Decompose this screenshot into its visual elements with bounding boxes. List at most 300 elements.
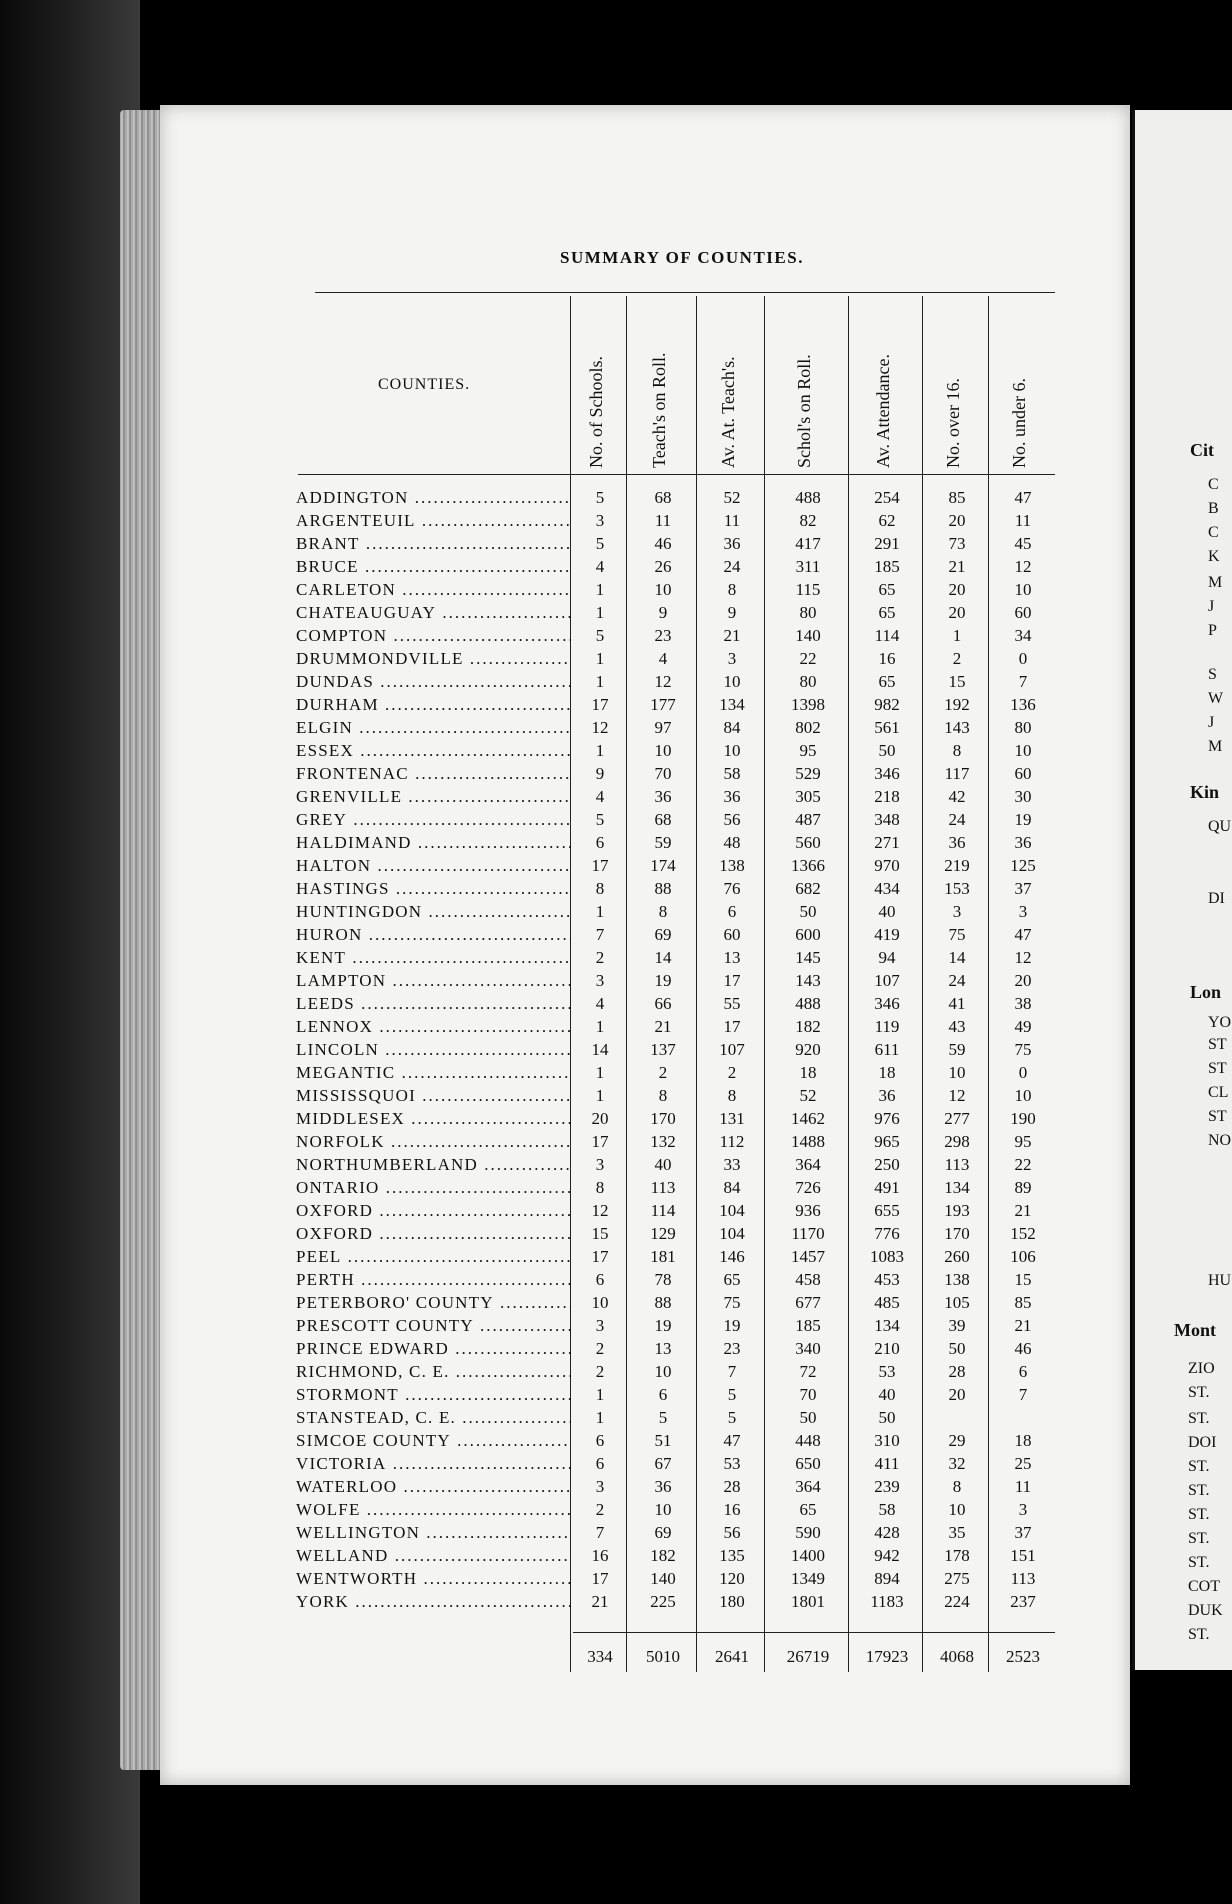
table-cell: 1: [595, 902, 605, 921]
table-cell: 65: [723, 1270, 741, 1289]
facing-page-fragment: ST.: [1188, 1506, 1210, 1523]
table-cell: 982: [874, 695, 900, 714]
table-cell: 135: [719, 1546, 745, 1565]
table-cell: 650: [795, 1454, 821, 1473]
county-name: HALTON .....: [296, 854, 571, 877]
table-cell: 6: [727, 902, 737, 921]
table-cell: 37: [1014, 879, 1032, 898]
table-cell: 170: [944, 1224, 970, 1243]
table-cell: 15: [1014, 1270, 1032, 1289]
table-cell: 561: [874, 718, 900, 737]
table-cell: 6: [595, 833, 605, 852]
table-cell: 10: [654, 741, 672, 760]
table-cell: 17: [723, 971, 741, 990]
table-cell: 2: [595, 948, 605, 967]
table-cell: 20: [948, 580, 966, 599]
table-cell: 17: [591, 856, 609, 875]
table-cell: 529: [795, 764, 821, 783]
table-cell: 3: [952, 902, 962, 921]
county-name: LAMPTON .....: [296, 969, 571, 992]
county-name: ADDINGTON .....: [296, 486, 571, 509]
table-cell: 113: [1010, 1569, 1036, 1588]
county-name: MISSISSQUOI .....: [296, 1084, 571, 1107]
table-cell: 58: [878, 1500, 896, 1519]
table-cell: 185: [874, 557, 900, 576]
table-cell: 802: [795, 718, 821, 737]
county-name: RICHMOND, C. E. .....: [296, 1360, 571, 1383]
table-cell: 34: [1014, 626, 1032, 645]
table-cell: 80: [799, 672, 817, 691]
table-cell: 19: [1014, 810, 1032, 829]
table-cell: 3: [595, 511, 605, 530]
table-cell: 50: [799, 902, 817, 921]
table-cell: 47: [1014, 925, 1032, 944]
table-cell: 193: [944, 1201, 970, 1220]
table-cell: 7: [595, 1523, 605, 1542]
county-name: HURON .....: [296, 923, 571, 946]
table-cell: 311: [795, 557, 821, 576]
county-name: COMPTON .....: [296, 624, 571, 647]
table-cell: 22: [799, 649, 817, 668]
table-cell: 10: [1014, 580, 1032, 599]
table-cell: 305: [795, 787, 821, 806]
table-cell: 487: [795, 810, 821, 829]
county-name: WELLINGTON .....: [296, 1521, 571, 1544]
table-cell: 88: [654, 879, 672, 898]
table-cell: 12: [1014, 948, 1032, 967]
table-cell: 20: [948, 603, 966, 622]
table-cell: 4: [595, 557, 605, 576]
table-cell: 58: [723, 764, 741, 783]
county-name: CHATEAUGUAY .....: [296, 601, 571, 624]
table-cell: 84: [723, 1178, 741, 1197]
table-cell: 78: [654, 1270, 672, 1289]
table-cell: 107: [719, 1040, 745, 1059]
county-name: BRANT .....: [296, 532, 571, 555]
table-cell: 131: [719, 1109, 745, 1128]
table-cell: 1: [595, 1017, 605, 1036]
facing-page-fragment: M: [1208, 574, 1223, 591]
table-cell: 17: [591, 1569, 609, 1588]
table-cell: 143: [795, 971, 821, 990]
table-cell: 136: [1010, 695, 1036, 714]
header-bottom-rule: [298, 474, 1055, 475]
table-cell: 25: [1014, 1454, 1032, 1473]
table-cell: 5: [595, 534, 605, 553]
facing-page-heading: Mont: [1174, 1320, 1216, 1340]
table-cell: 113: [944, 1155, 970, 1174]
table-cell: 7: [727, 1362, 737, 1381]
table-cell: 340: [795, 1339, 821, 1358]
table-cell: 151: [1010, 1546, 1036, 1565]
table-cell: 170: [650, 1109, 676, 1128]
county-name: BRUCE .....: [296, 555, 571, 578]
table-cell: 6: [1018, 1362, 1028, 1381]
table-cell: 942: [874, 1546, 900, 1565]
table-cell: 104: [719, 1201, 745, 1220]
table-cell: 1366: [791, 856, 825, 875]
table-cell: 56: [723, 810, 741, 829]
county-name: LENNOX .....: [296, 1015, 571, 1038]
table-cell: 37: [1014, 1523, 1032, 1542]
total-cell: 17923: [865, 1647, 909, 1666]
table-cell: 3: [727, 649, 737, 668]
table-cell: 73: [948, 534, 966, 553]
table-cell: 20: [948, 511, 966, 530]
column-values-teach-s-on-roll: [628, 486, 698, 1613]
table-cell: 677: [795, 1293, 821, 1312]
facing-page-fragment: W: [1208, 690, 1224, 707]
table-cell: 48: [723, 833, 741, 852]
table-cell: 52: [799, 1086, 817, 1105]
table-cell: 55: [723, 994, 741, 1013]
table-cell: 21: [591, 1592, 609, 1611]
table-cell: 237: [1010, 1592, 1036, 1611]
table-cell: 491: [874, 1178, 900, 1197]
county-name: PRINCE EDWARD .....: [296, 1337, 571, 1360]
column-values-no-over-16: [924, 486, 990, 1613]
table-cell: 219: [944, 856, 970, 875]
county-name: ARGENTEUIL .....: [296, 509, 571, 532]
table-cell: 3: [595, 971, 605, 990]
facing-page-fragment: J: [1208, 598, 1215, 615]
table-cell: 10: [1014, 1086, 1032, 1105]
table-cell: 776: [874, 1224, 900, 1243]
column-header-no-over-16: No. over 16.: [943, 378, 963, 468]
table-cell: 6: [595, 1431, 605, 1450]
county-name: ELGIN .....: [296, 716, 571, 739]
table-cell: 19: [723, 1316, 741, 1335]
table-cell: 419: [874, 925, 900, 944]
county-name: WELLAND .....: [296, 1544, 571, 1567]
table-cell: 42: [948, 787, 966, 806]
table-cell: 0: [1018, 649, 1028, 668]
table-cell: 50: [799, 1408, 817, 1427]
table-cell: 60: [723, 925, 741, 944]
table-cell: 1183: [870, 1592, 904, 1611]
table-cell: 5: [658, 1408, 668, 1427]
county-name: OXFORD .....: [296, 1199, 571, 1222]
facing-page-fragment: YO: [1208, 1014, 1232, 1031]
county-name: PETERBORO' COUNTY .....: [296, 1291, 571, 1314]
table-cell: 0: [1018, 1063, 1028, 1082]
table-cell: 10: [654, 1500, 672, 1519]
table-cell: 2: [727, 1063, 737, 1082]
table-cell: 66: [654, 994, 672, 1013]
facing-page-fragment: COT: [1188, 1578, 1220, 1595]
table-cell: 600: [795, 925, 821, 944]
table-cell: 177: [650, 695, 676, 714]
facing-page-fragment: ST: [1208, 1036, 1227, 1053]
table-cell: 132: [650, 1132, 676, 1151]
facing-page-fragment: S: [1208, 666, 1217, 683]
total-cell: 2641: [715, 1647, 749, 1666]
facing-page-fragment: QU: [1208, 818, 1232, 835]
table-cell: 3: [595, 1316, 605, 1335]
table-cell: 310: [874, 1431, 900, 1450]
table-cell: 134: [944, 1178, 970, 1197]
table-cell: 1801: [791, 1592, 825, 1611]
table-cell: 8: [595, 879, 605, 898]
table-cell: 134: [874, 1316, 900, 1335]
table-cell: 291: [874, 534, 900, 553]
table-cell: 16: [591, 1546, 609, 1565]
table-cell: 26: [654, 557, 672, 576]
table-cell: 17: [723, 1017, 741, 1036]
county-name: LINCOLN .....: [296, 1038, 571, 1061]
table-cell: 41: [948, 994, 966, 1013]
table-cell: 46: [1014, 1339, 1032, 1358]
table-cell: 94: [878, 948, 896, 967]
column-values-no-of-schools: [572, 486, 628, 1613]
column-values-no-under-6: [990, 486, 1056, 1613]
table-cell: 271: [874, 833, 900, 852]
table-cell: 18: [799, 1063, 817, 1082]
table-cell: 39: [948, 1316, 966, 1335]
table-cell: 7: [1018, 1385, 1028, 1404]
table-cell: 1: [595, 672, 605, 691]
column-values-schol-s-on-roll: [766, 486, 850, 1613]
table-cell: 10: [948, 1063, 966, 1082]
table-cell: 52: [723, 488, 741, 507]
table-cell: 14: [591, 1040, 609, 1059]
table-cell: 138: [719, 856, 745, 875]
table-cell: 428: [874, 1523, 900, 1542]
facing-page-fragment: ST.: [1188, 1626, 1210, 1643]
table-cell: 36: [654, 1477, 672, 1496]
table-cell: 178: [944, 1546, 970, 1565]
table-cell: 12: [1014, 557, 1032, 576]
table-cell: 114: [874, 626, 900, 645]
table-cell: 5: [595, 810, 605, 829]
table-cell: 239: [874, 1477, 900, 1496]
table-cell: 59: [948, 1040, 966, 1059]
table-cell: 190: [1010, 1109, 1036, 1128]
county-name: KENT .....: [296, 946, 571, 969]
table-cell: 21: [654, 1017, 672, 1036]
table-cell: 138: [944, 1270, 970, 1289]
table-cell: 4: [595, 994, 605, 1013]
table-cell: [924, 1406, 990, 1429]
table-cell: 19: [654, 971, 672, 990]
table-cell: 3: [595, 1155, 605, 1174]
table-cell: 260: [944, 1247, 970, 1266]
table-cell: 14: [948, 948, 966, 967]
table-cell: 65: [878, 672, 896, 691]
facing-page-heading: Kin: [1190, 782, 1220, 802]
county-name: GREY .....: [296, 808, 571, 831]
table-cell: 134: [719, 695, 745, 714]
table-cell: 8: [952, 741, 962, 760]
table-cell: 60: [1014, 764, 1032, 783]
table-cell: 28: [948, 1362, 966, 1381]
table-cell: 69: [654, 1523, 672, 1542]
table-cell: 2: [595, 1500, 605, 1519]
table-cell: 80: [1014, 718, 1032, 737]
county-name: SIMCOE COUNTY .....: [296, 1429, 571, 1452]
table-cell: 970: [874, 856, 900, 875]
table-cell: 277: [944, 1109, 970, 1128]
table-cell: 15: [948, 672, 966, 691]
facing-page-heading: Cit: [1190, 440, 1214, 460]
table-cell: 16: [878, 649, 896, 668]
table-cell: 23: [723, 1339, 741, 1358]
county-name: STORMONT .....: [296, 1383, 571, 1406]
table-cell: 4: [658, 649, 668, 668]
table-cell: 75: [723, 1293, 741, 1312]
table-cell: 11: [1014, 1477, 1032, 1496]
table-cell: 254: [874, 488, 900, 507]
table-cell: 5: [727, 1385, 737, 1404]
table-cell: 106: [1010, 1247, 1036, 1266]
table-cell: 88: [654, 1293, 672, 1312]
table-cell: 36: [654, 787, 672, 806]
table-cell: 726: [795, 1178, 821, 1197]
table-cell: 50: [878, 741, 896, 760]
table-cell: 6: [595, 1270, 605, 1289]
facing-page-fragment: DUK: [1188, 1602, 1223, 1619]
table-cell: 50: [878, 1408, 896, 1427]
table-cell: 137: [650, 1040, 676, 1059]
table-cell: 21: [948, 557, 966, 576]
table-cell: 894: [874, 1569, 900, 1588]
table-cell: 36: [948, 833, 966, 852]
county-name: WENTWORTH .....: [296, 1567, 571, 1590]
table-cell: 95: [1014, 1132, 1032, 1151]
table-cell: 411: [874, 1454, 900, 1473]
total-cell: 5010: [646, 1647, 680, 1666]
table-cell: 298: [944, 1132, 970, 1151]
table-cell: 192: [944, 695, 970, 714]
table-cell: 12: [591, 1201, 609, 1220]
facing-page-fragment: K: [1208, 548, 1220, 565]
table-cell: 364: [795, 1477, 821, 1496]
county-name: WOLFE .....: [296, 1498, 571, 1521]
table-cell: 10: [654, 580, 672, 599]
facing-page-fragment: M: [1208, 738, 1223, 755]
table-cell: 30: [1014, 787, 1032, 806]
totals-rule: [573, 1632, 1055, 1633]
table-cell: 8: [952, 1477, 962, 1496]
table-cell: 89: [1014, 1178, 1032, 1197]
table-cell: 1: [595, 1385, 605, 1404]
county-names-column: [296, 486, 571, 1613]
table-cell: 36: [878, 1086, 896, 1105]
page-title: SUMMARY OF COUNTIES.: [560, 248, 804, 267]
facing-page-fragment: ST.: [1188, 1384, 1210, 1401]
table-cell: 590: [795, 1523, 821, 1542]
table-cell: 10: [723, 741, 741, 760]
table-cell: 67: [654, 1454, 672, 1473]
table-cell: [990, 1406, 1056, 1429]
facing-page-heading: Lon: [1190, 982, 1222, 1002]
table-cell: 12: [591, 718, 609, 737]
table-cell: 218: [874, 787, 900, 806]
table-cell: 76: [723, 879, 741, 898]
table-cell: 180: [719, 1592, 745, 1611]
book-binding: [0, 0, 140, 1904]
table-cell: 114: [650, 1201, 676, 1220]
table-cell: 8: [658, 1086, 668, 1105]
table-cell: 21: [723, 626, 741, 645]
table-cell: 488: [795, 994, 821, 1013]
facing-page-fragment: ST.: [1188, 1458, 1210, 1475]
table-cell: 50: [948, 1339, 966, 1358]
column-header-no-of-schools: No. of Schools.: [586, 356, 606, 468]
table-cell: 40: [654, 1155, 672, 1174]
column-header-av-at-teach-s: Av. At. Teach's.: [718, 356, 738, 468]
county-name: PERTH .....: [296, 1268, 571, 1291]
table-cell: 24: [948, 810, 966, 829]
table-cell: 85: [1014, 1293, 1032, 1312]
table-cell: 225: [650, 1592, 676, 1611]
table-cell: 59: [654, 833, 672, 852]
table-cell: 11: [723, 511, 741, 530]
table-cell: 682: [795, 879, 821, 898]
table-cell: 13: [723, 948, 741, 967]
table-cell: 47: [723, 1431, 741, 1450]
table-cell: 10: [654, 1362, 672, 1381]
table-cell: 129: [650, 1224, 676, 1243]
table-cell: 38: [1014, 994, 1032, 1013]
facing-page-fragment: J: [1208, 714, 1215, 731]
table-cell: 8: [658, 902, 668, 921]
table-cell: 1: [952, 626, 962, 645]
table-cell: 1488: [791, 1132, 825, 1151]
facing-page-fragment: CL: [1208, 1084, 1229, 1101]
total-cell: 26719: [786, 1647, 830, 1666]
table-cell: 210: [874, 1339, 900, 1358]
table-cell: 40: [878, 902, 896, 921]
table-cell: 1170: [791, 1224, 825, 1243]
table-cell: 65: [878, 603, 896, 622]
column-header-av-attendance: Av. Attendance.: [873, 354, 893, 468]
table-cell: 36: [723, 534, 741, 553]
county-name: HASTINGS .....: [296, 877, 571, 900]
table-cell: 51: [654, 1431, 672, 1450]
table-cell: 21: [1014, 1316, 1032, 1335]
table-cell: 2: [595, 1339, 605, 1358]
facing-page-fragment: ST.: [1188, 1530, 1210, 1547]
table-cell: 12: [654, 672, 672, 691]
table-cell: 6: [658, 1385, 668, 1404]
facing-page-fragment: B: [1208, 500, 1219, 517]
table-cell: 10: [591, 1293, 609, 1312]
table-cell: 20: [591, 1109, 609, 1128]
table-cell: 75: [948, 925, 966, 944]
table-cell: 65: [878, 580, 896, 599]
table-cell: 112: [719, 1132, 745, 1151]
table-cell: 107: [874, 971, 900, 990]
facing-page-fragment: ST.: [1188, 1482, 1210, 1499]
table-cell: 49: [1014, 1017, 1032, 1036]
table-cell: 7: [1018, 672, 1028, 691]
facing-page-fragment: ZIO: [1188, 1360, 1215, 1377]
column-values-av-at-teach-s: [698, 486, 766, 1613]
table-cell: 9: [727, 603, 737, 622]
table-cell: 346: [874, 994, 900, 1013]
table-cell: 125: [1010, 856, 1036, 875]
table-cell: 348: [874, 810, 900, 829]
county-name: MEGANTIC .....: [296, 1061, 571, 1084]
table-cell: 56: [723, 1523, 741, 1542]
total-cell: 2523: [1006, 1647, 1040, 1666]
table-cell: 1349: [791, 1569, 825, 1588]
table-cell: 434: [874, 879, 900, 898]
table-cell: 15: [591, 1224, 609, 1243]
facing-page-fragment: P: [1208, 622, 1217, 639]
table-cell: 97: [654, 718, 672, 737]
